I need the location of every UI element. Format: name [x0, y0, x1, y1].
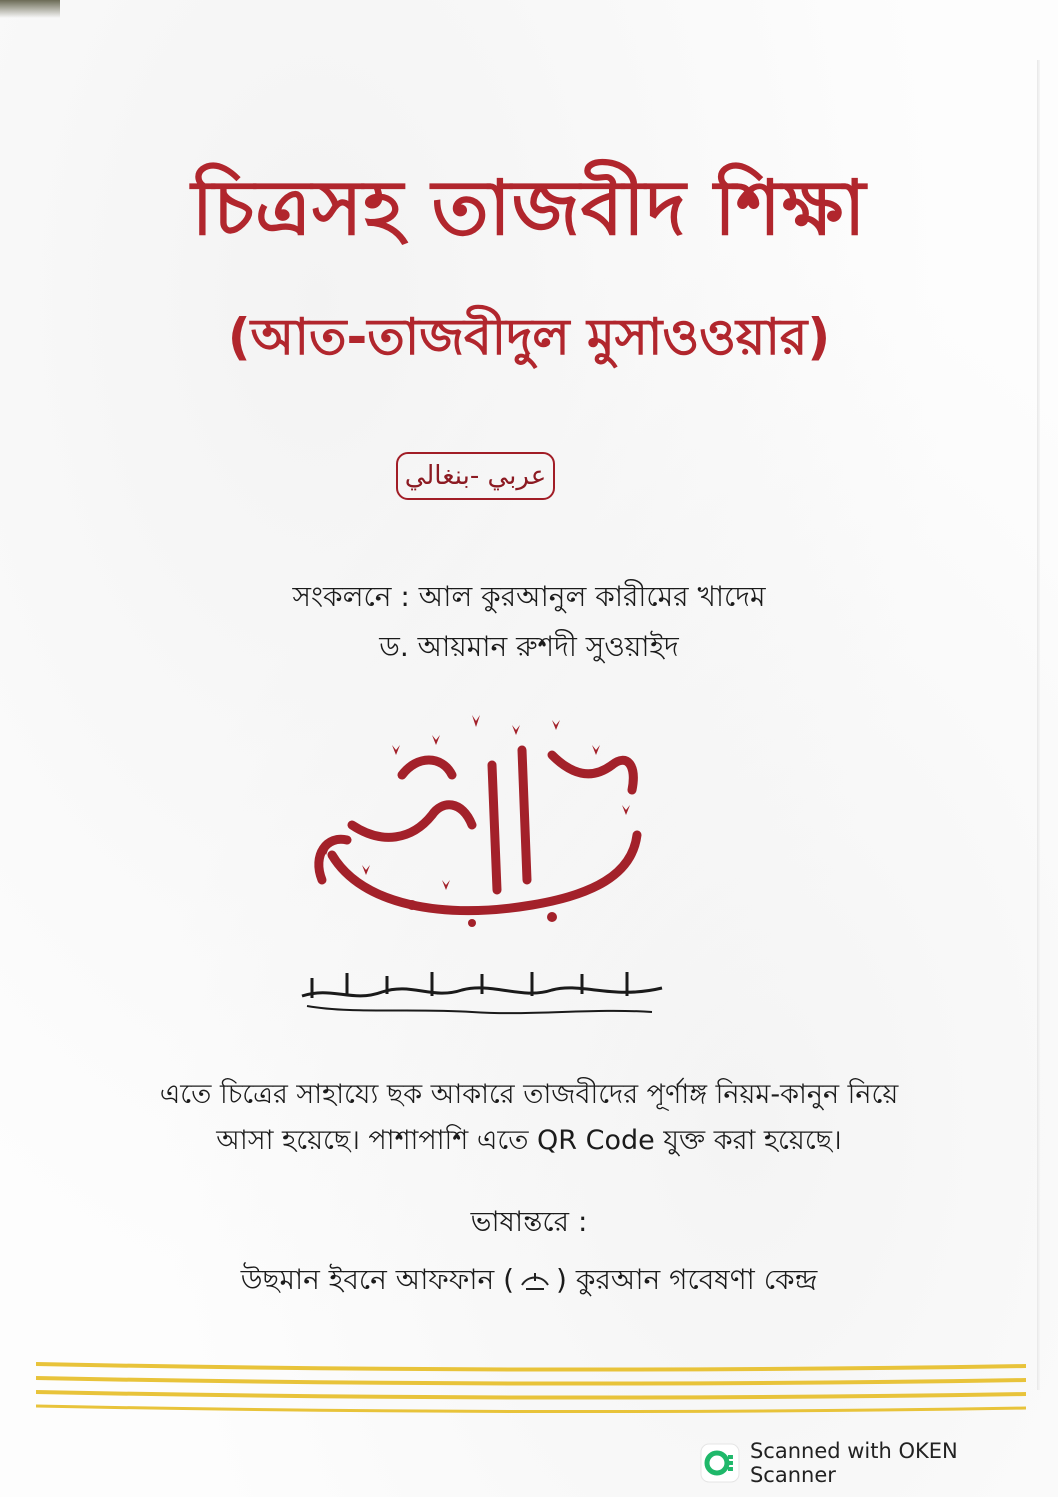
- gold-decorative-lines: [36, 1360, 1026, 1420]
- arabic-author-calligraphy: [292, 948, 672, 1018]
- scan-corner-shadow: [0, 0, 60, 18]
- scanner-watermark: [700, 1438, 1050, 1488]
- book-subtitle: (আত-তাজবীদুল মুসাওওয়ার): [227, 308, 831, 366]
- compiler-line-2: ড. আয়মান রুশদী সুওয়াইদ: [379, 630, 679, 663]
- honorific-calligraphy-icon: [518, 1267, 552, 1295]
- description-line-1: এতে চিত্রের সাহায্যে ছক আকারে তাজবীদের পূর্ণাঙ্গ নিয়ম-কানুন নিয়ে: [159, 1079, 899, 1110]
- compiler-line-1: সংকলনে : আল কুরআনুল কারীমের খাদেম: [292, 580, 766, 613]
- book-title: চিত্রসহ তাজবীদ শিক্ষা: [191, 163, 867, 252]
- arabic-calligraphy-logo: [292, 705, 672, 935]
- description: [60, 1072, 998, 1164]
- org-name-part-1: উছমান ইবনে আফফান: [240, 1263, 495, 1296]
- scanner-text: Scanned with OKEN Scanner: [749, 1439, 958, 1487]
- description-line-2: আসা হয়েছে। পাশাপাশি এতে QR Code যুক্ত করা হয়েছে।: [216, 1125, 842, 1156]
- translation-organization: উছমান ইবনে আফফান ( ) কুরআন গবেষণা কেন্দ্র: [240, 1263, 818, 1296]
- org-name-part-2: কুরআন গবেষণা কেন্দ্র: [575, 1263, 818, 1296]
- language-badge: عربي -بنغالي: [396, 452, 555, 500]
- translation-label: ভাষান্তরে :: [470, 1205, 588, 1238]
- oken-scanner-icon: [700, 1443, 740, 1483]
